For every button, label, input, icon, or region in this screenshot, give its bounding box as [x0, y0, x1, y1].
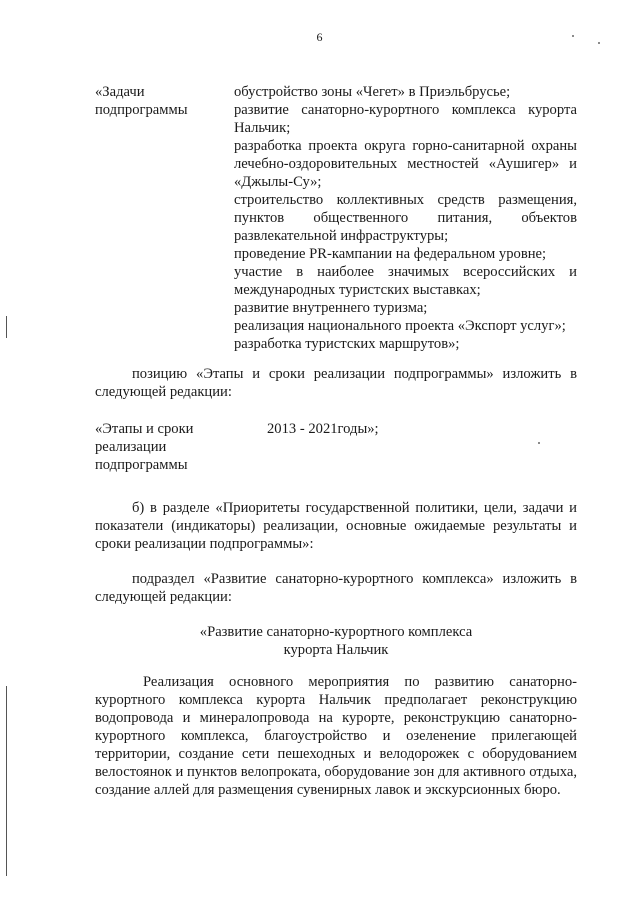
- paragraph-subsection: подраздел «Развитие санаторно-курортного комплекса» изложить в следующей редакции:: [95, 571, 577, 605]
- task-item: проведение PR-кампании на федеральном уровне;: [234, 246, 547, 262]
- scan-speck: [572, 35, 574, 37]
- tasks-label: [95, 83, 225, 119]
- tasks-list: [234, 83, 577, 353]
- stages-label: [95, 420, 245, 474]
- paragraph-b: б) в разделе «Приоритеты государственной политики, цели, задачи и показатели (индикаторы) реализации, основные ожидаемые результаты и сроки реализации подпрограммы»:: [95, 500, 577, 552]
- task-item: развитие внутреннего туризма;: [234, 300, 428, 316]
- section-heading-line: «Развитие санаторно-курортного комплекса: [199, 624, 473, 640]
- scan-speck: [598, 42, 600, 44]
- stages-label-line: подпрограммы: [95, 457, 188, 473]
- task-item: разработка туристских маршрутов»;: [234, 336, 460, 352]
- scan-edge-mark: [6, 686, 7, 876]
- tasks-label-line: «Задачи: [95, 84, 145, 100]
- body-paragraph: Реализация основного мероприятия по развитию санаторно-курортного комплекса курорта Нальчик предполагает реконструкцию водопровода и минералопровода на курорте, реконструкцию санаторно-курортного комплекса, благоустройство и озеленение прилегающей территории, создание сети пешеходных и велодорожек с оборудованием велостоянок и пунктов велопроката, оборудование зон для активного отдыха, создание аллей для размещения сувенирных лавок и экскурсионных бюро.: [95, 674, 577, 798]
- stages-label-line: «Этапы и сроки: [95, 421, 194, 437]
- scan-edge-mark: [6, 316, 7, 338]
- task-item: строительство коллективных средств размещения, пунктов общественного питания, объектов развлекательной инфраструктуры;: [234, 192, 577, 244]
- paragraph-stages-position: позицию «Этапы и сроки реализации подпрограммы» изложить в следующей редакции:: [95, 366, 577, 400]
- section-heading: [95, 623, 577, 659]
- tasks-label-line: подпрограммы: [95, 102, 188, 118]
- task-item: участие в наиболее значимых всероссийских и международных туристских выставках;: [234, 264, 577, 298]
- task-item: разработка проекта округа горно-санитарной охраны лечебно-оздоровительных местностей «Аушигер» и «Джылы-Су»;: [234, 138, 577, 190]
- scan-speck: [538, 442, 540, 444]
- task-item: развитие санаторно-курортного комплекса курорта Нальчик;: [234, 102, 577, 136]
- page-number: 6: [316, 30, 323, 44]
- stages-value: 2013 - 2021годы»;: [267, 421, 379, 437]
- task-item: реализация национального проекта «Экспорт услуг»;: [234, 318, 566, 334]
- stages-label-line: реализации: [95, 439, 167, 455]
- section-heading-line: курорта Нальчик: [283, 642, 389, 658]
- task-item: обустройство зоны «Чегет» в Приэльбрусье;: [234, 84, 511, 100]
